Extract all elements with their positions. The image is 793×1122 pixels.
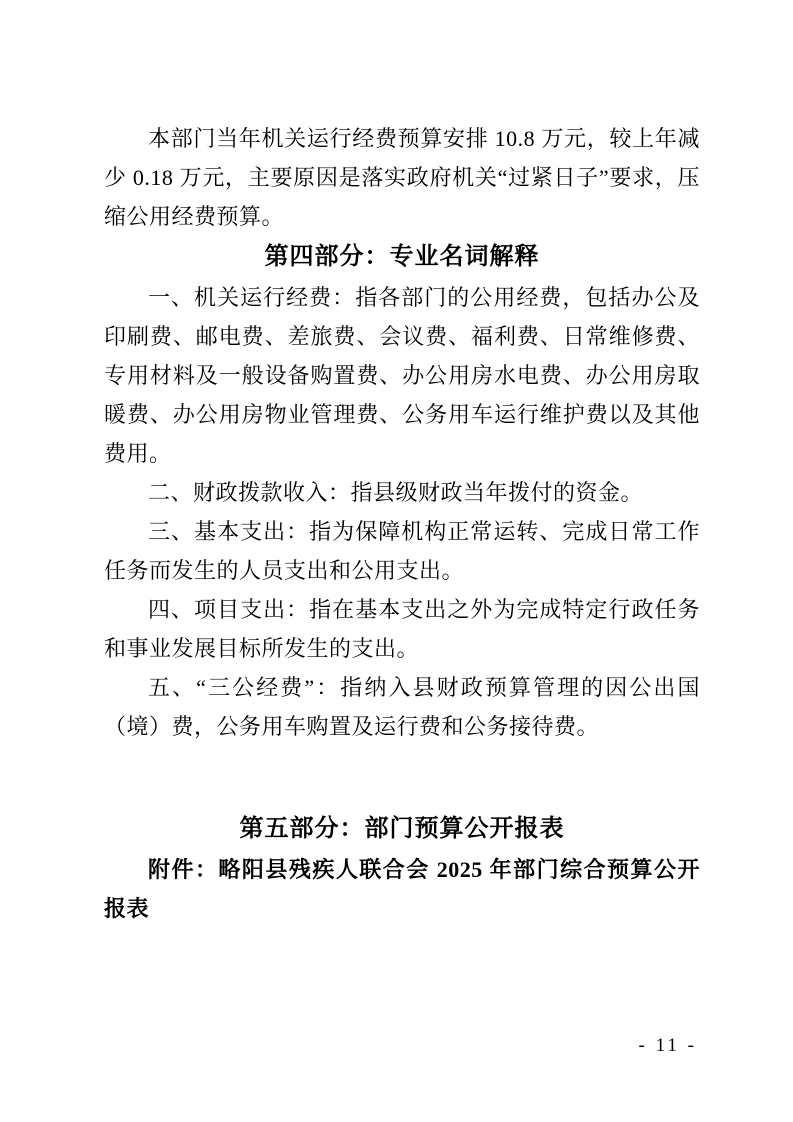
section-five-heading: 第五部分：部门预算公开报表 xyxy=(239,816,565,842)
attachment-line: 附件：略阳县残疾人联合会 2025 年部门综合预算公开报表 xyxy=(104,857,700,921)
section-four-heading: 第四部分：专业名词解释 xyxy=(264,244,540,270)
document-content xyxy=(104,119,700,928)
definition-item-5: 五、“三公经费”：指纳入县财政预算管理的因公出国（境）费，公务用车购置及运行费和公务接待费。 xyxy=(104,675,700,739)
definition-item-3: 三、基本支出：指为保障机构正常运转、完成日常工作任务而发生的人员支出和公用支出。 xyxy=(104,519,700,583)
definition-item-4: 四、项目支出：指在基本支出之外为完成特定行政任务和事业发展目标所发生的支出。 xyxy=(104,597,700,661)
intro-paragraph: 本部门当年机关运行经费预算安排 10.8 万元，较上年减少 0.18 万元，主要原因是落实政府机关“过紧日子”要求，压缩公用经费预算。 xyxy=(104,126,700,229)
definition-item-2: 二、财政拨款收入：指县级财政当年拨付的资金。 xyxy=(148,480,644,505)
definition-item-1: 一、机关运行经费：指各部门的公用经费，包括办公及印刷费、邮电费、差旅费、会议费、福利费、日常维修费、专用材料及一般设备购置费、办公用房水电费、办公用房取暖费、办公用房物业管理费、公务用车运行维护费以及其他费用。 xyxy=(104,285,700,466)
page-number: - 11 - xyxy=(638,1035,697,1056)
